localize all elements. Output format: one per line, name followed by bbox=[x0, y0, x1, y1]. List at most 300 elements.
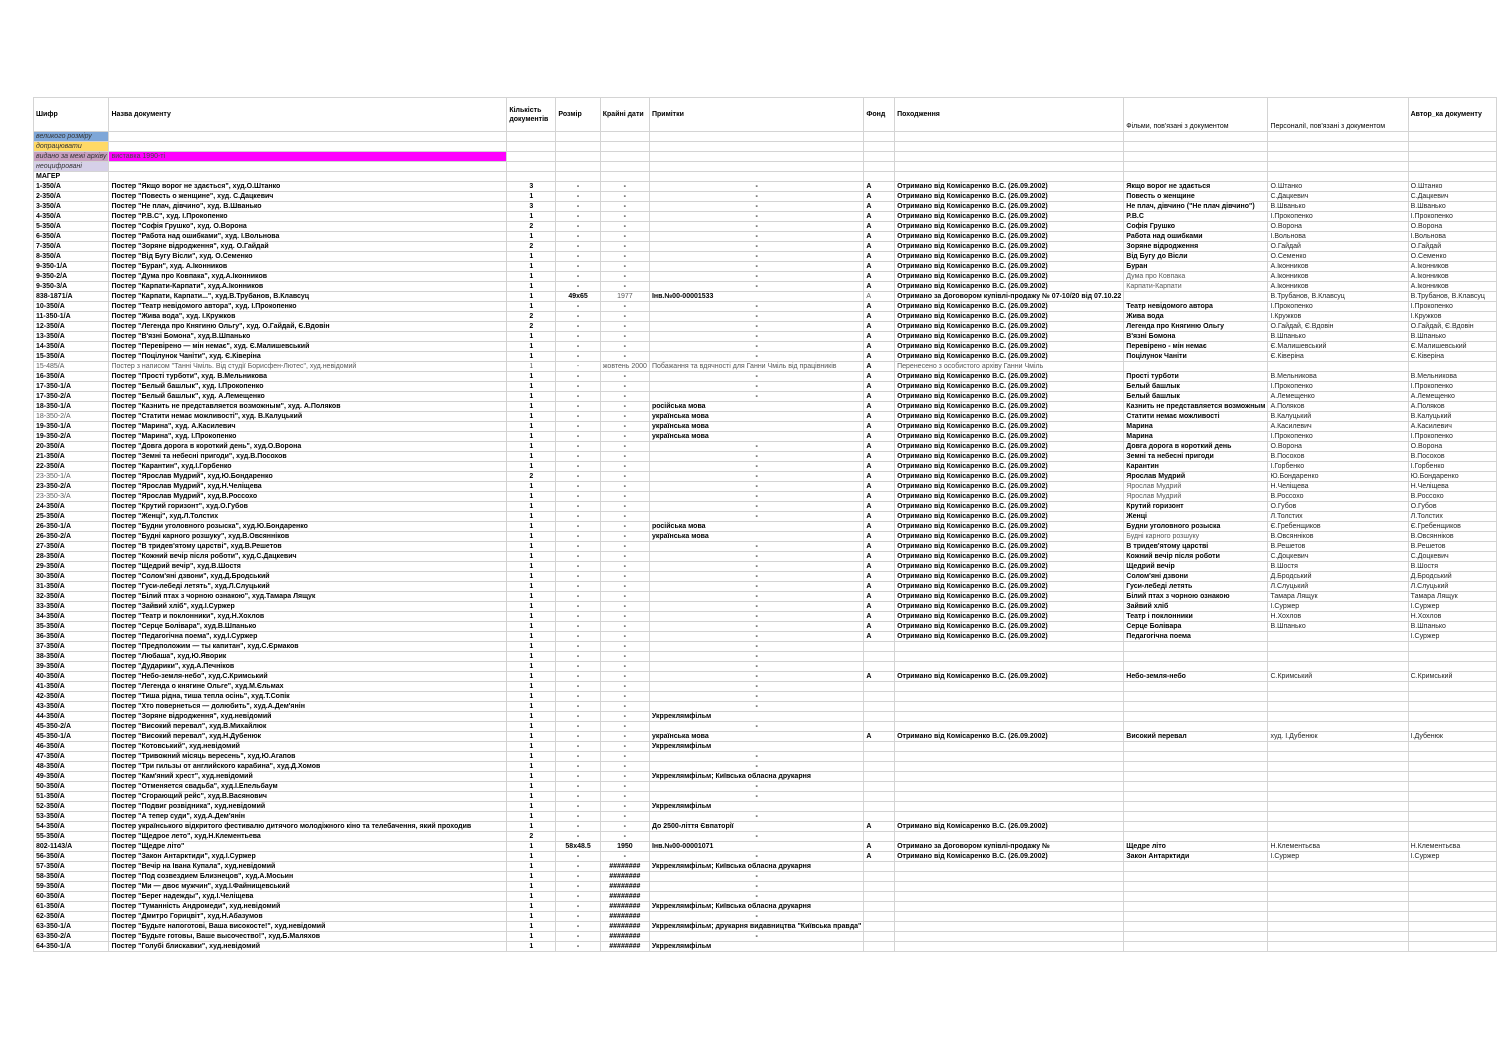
cell-quantity[interactable]: 1 bbox=[507, 842, 556, 852]
cell-code[interactable]: 39-350/А bbox=[34, 662, 109, 672]
cell-persons[interactable] bbox=[1268, 872, 1408, 882]
cell-films[interactable] bbox=[1124, 292, 1268, 302]
cell-code[interactable]: 40-350/А bbox=[34, 672, 109, 682]
cell-fond[interactable]: А bbox=[864, 582, 895, 592]
cell-code[interactable]: 16-350/А bbox=[34, 372, 109, 382]
table-row[interactable] bbox=[34, 582, 1497, 592]
cell-films[interactable] bbox=[1124, 942, 1268, 952]
empty-cell[interactable] bbox=[600, 142, 649, 152]
cell-origin[interactable]: Отримано від Комісаренко В.С. (26.09.2002) bbox=[895, 512, 1124, 522]
cell-size[interactable]: - bbox=[556, 502, 600, 512]
cell-persons[interactable]: В.Шпанько bbox=[1268, 332, 1408, 342]
cell-notes[interactable]: - bbox=[649, 722, 863, 732]
table-row[interactable] bbox=[34, 882, 1497, 892]
cell-title[interactable]: Постер "Небо-земля-небо", худ.С.Кримський bbox=[109, 672, 507, 682]
cell-title[interactable]: Постер "Туманність Андромеди", худ.невідомий bbox=[109, 902, 507, 912]
cell-code[interactable]: 63-350-2/А bbox=[34, 932, 109, 942]
cell-size[interactable]: - bbox=[556, 932, 600, 942]
cell-persons[interactable]: В.Овсянніков bbox=[1268, 532, 1408, 542]
table-row[interactable] bbox=[34, 242, 1497, 252]
empty-cell[interactable] bbox=[864, 172, 895, 182]
cell-fond[interactable]: А bbox=[864, 202, 895, 212]
cell-quantity[interactable]: 1 bbox=[507, 372, 556, 382]
cell-fond[interactable] bbox=[864, 832, 895, 842]
col-header-title[interactable]: Назва документу bbox=[109, 98, 507, 132]
cell-films[interactable]: Зоряне відродження bbox=[1124, 242, 1268, 252]
cell-dates[interactable]: 1977 bbox=[600, 292, 649, 302]
cell-films[interactable] bbox=[1124, 652, 1268, 662]
cell-code[interactable]: 15-485/А bbox=[34, 362, 109, 372]
cell-author[interactable]: В.Решетов bbox=[1408, 542, 1496, 552]
cell-persons[interactable]: С.Кримський bbox=[1268, 672, 1408, 682]
cell-author[interactable]: І.Прокопенко bbox=[1408, 302, 1496, 312]
cell-persons[interactable]: І.Прокопенко bbox=[1268, 382, 1408, 392]
cell-size[interactable]: - bbox=[556, 182, 600, 192]
cell-persons[interactable] bbox=[1268, 792, 1408, 802]
table-row[interactable] bbox=[34, 822, 1497, 832]
cell-title[interactable]: Постер "Будни уголовного розыска", худ.Ю.Бондаренко bbox=[109, 522, 507, 532]
cell-author[interactable]: О.Семенко bbox=[1408, 252, 1496, 262]
cell-quantity[interactable]: 1 bbox=[507, 532, 556, 542]
cell-quantity[interactable]: 1 bbox=[507, 622, 556, 632]
cell-code[interactable]: 26-350-2/А bbox=[34, 532, 109, 542]
cell-quantity[interactable]: 1 bbox=[507, 892, 556, 902]
empty-cell[interactable] bbox=[864, 132, 895, 142]
cell-notes[interactable]: українська мова bbox=[649, 732, 863, 742]
cell-films[interactable]: Ярослав Мудрий bbox=[1124, 482, 1268, 492]
cell-author[interactable] bbox=[1408, 922, 1496, 932]
cell-quantity[interactable]: 1 bbox=[507, 412, 556, 422]
cell-code[interactable]: 14-350/А bbox=[34, 342, 109, 352]
cell-title[interactable]: Постер "Под созвездием Близнецов", худ.А.Мосьин bbox=[109, 872, 507, 882]
cell-title[interactable]: Постер українського відкритого фестивалю дитячого молодіжного кіно та телебачення, який проходив bbox=[109, 822, 507, 832]
cell-persons[interactable] bbox=[1268, 822, 1408, 832]
table-row[interactable] bbox=[34, 722, 1497, 732]
cell-dates[interactable]: - bbox=[600, 312, 649, 322]
cell-films[interactable] bbox=[1124, 762, 1268, 772]
cell-author[interactable]: В.Россохо bbox=[1408, 492, 1496, 502]
table-row[interactable] bbox=[34, 632, 1497, 642]
cell-persons[interactable]: А.Лемещенко bbox=[1268, 392, 1408, 402]
cell-films[interactable]: Небо-земля-небо bbox=[1124, 672, 1268, 682]
cell-fond[interactable]: А bbox=[864, 532, 895, 542]
cell-dates[interactable]: - bbox=[600, 812, 649, 822]
cell-origin[interactable] bbox=[895, 662, 1124, 672]
cell-author[interactable]: О.Ворона bbox=[1408, 222, 1496, 232]
cell-notes[interactable]: - bbox=[649, 512, 863, 522]
cell-origin[interactable]: Отримано від Комісаренко В.С. (26.09.2002) bbox=[895, 592, 1124, 602]
cell-fond[interactable] bbox=[864, 642, 895, 652]
table-row[interactable] bbox=[34, 932, 1497, 942]
cell-code[interactable]: 22-350/А bbox=[34, 462, 109, 472]
cell-films[interactable] bbox=[1124, 882, 1268, 892]
cell-notes[interactable]: Побажання та вдячності для Ганни Чміль від працівників bbox=[649, 362, 863, 372]
cell-size[interactable]: - bbox=[556, 352, 600, 362]
cell-quantity[interactable]: 1 bbox=[507, 272, 556, 282]
empty-cell[interactable] bbox=[864, 152, 895, 162]
cell-dates[interactable]: - bbox=[600, 722, 649, 732]
cell-notes[interactable]: - bbox=[649, 182, 863, 192]
cell-dates[interactable]: - bbox=[600, 492, 649, 502]
cell-fond[interactable] bbox=[864, 762, 895, 772]
cell-origin[interactable]: Отримано від Комісаренко В.С. (26.09.2002) bbox=[895, 502, 1124, 512]
cell-size[interactable]: - bbox=[556, 282, 600, 292]
cell-fond[interactable]: А bbox=[864, 392, 895, 402]
cell-title[interactable]: Постер "Зайвий хліб", худ.І.Суржер bbox=[109, 602, 507, 612]
cell-fond[interactable] bbox=[864, 912, 895, 922]
cell-fond[interactable] bbox=[864, 802, 895, 812]
cell-author[interactable]: І.Дубенюк bbox=[1408, 732, 1496, 742]
cell-origin[interactable]: Отримано від Комісаренко В.С. (26.09.2002) bbox=[895, 372, 1124, 382]
cell-quantity[interactable]: 1 bbox=[507, 922, 556, 932]
cell-notes[interactable]: - bbox=[649, 572, 863, 582]
cell-origin[interactable]: Отримано від Комісаренко В.С. (26.09.2002) bbox=[895, 542, 1124, 552]
cell-dates[interactable]: - bbox=[600, 542, 649, 552]
cell-title[interactable]: Постер "Жива вода", худ. І.Кружков bbox=[109, 312, 507, 322]
cell-title[interactable]: Постер "Поцілунок Чаніти", худ. Є.Ківеріна bbox=[109, 352, 507, 362]
table-row[interactable] bbox=[34, 662, 1497, 672]
cell-quantity[interactable]: 1 bbox=[507, 422, 556, 432]
empty-cell[interactable] bbox=[895, 132, 1124, 142]
cell-origin[interactable]: Отримано від Комісаренко В.С. (26.09.2002) bbox=[895, 442, 1124, 452]
cell-films[interactable]: В'язні Бомона bbox=[1124, 332, 1268, 342]
cell-size[interactable]: - bbox=[556, 732, 600, 742]
cell-quantity[interactable]: 1 bbox=[507, 192, 556, 202]
cell-dates[interactable]: - bbox=[600, 532, 649, 542]
cell-notes[interactable]: - bbox=[649, 392, 863, 402]
cell-title[interactable]: Постер "Карпати-Карпати", худ.А.Іконников bbox=[109, 282, 507, 292]
cell-size[interactable]: - bbox=[556, 272, 600, 282]
cell-quantity[interactable]: 1 bbox=[507, 292, 556, 302]
cell-title[interactable]: Постер "Карантин", худ.І.Горбенко bbox=[109, 462, 507, 472]
cell-code[interactable]: 19-350-1/А bbox=[34, 422, 109, 432]
cell-author[interactable]: С.Кримський bbox=[1408, 672, 1496, 682]
cell-films[interactable]: Будни уголовного розыска bbox=[1124, 522, 1268, 532]
cell-quantity[interactable]: 1 bbox=[507, 632, 556, 642]
cell-origin[interactable] bbox=[895, 742, 1124, 752]
cell-persons[interactable] bbox=[1268, 932, 1408, 942]
cell-origin[interactable]: Отримано за Договором купівлі-продажу № 07-10/20 від 07.10.22 bbox=[895, 292, 1124, 302]
cell-size[interactable]: - bbox=[556, 832, 600, 842]
cell-origin[interactable] bbox=[895, 832, 1124, 842]
cell-code[interactable]: 9-350-1/А bbox=[34, 262, 109, 272]
cell-dates[interactable]: ######## bbox=[600, 932, 649, 942]
cell-title[interactable]: Постер "Зоряне відродження", худ. О.Гайдай bbox=[109, 242, 507, 252]
cell-code[interactable]: 34-350/А bbox=[34, 612, 109, 622]
cell-persons[interactable]: О.Ворона bbox=[1268, 442, 1408, 452]
cell-persons[interactable] bbox=[1268, 892, 1408, 902]
cell-size[interactable]: - bbox=[556, 672, 600, 682]
cell-quantity[interactable]: 1 bbox=[507, 812, 556, 822]
cell-code[interactable]: 15-350/А bbox=[34, 352, 109, 362]
cell-quantity[interactable]: 1 bbox=[507, 882, 556, 892]
cell-persons[interactable]: Є.Ківеріна bbox=[1268, 352, 1408, 362]
cell-origin[interactable]: Отримано від Комісаренко В.С. (26.09.2002) bbox=[895, 422, 1124, 432]
table-row[interactable] bbox=[34, 772, 1497, 782]
cell-notes[interactable]: Укрреклямфільм; Київська обласна друкарня bbox=[649, 902, 863, 912]
cell-persons[interactable]: А.Іконников bbox=[1268, 272, 1408, 282]
cell-author[interactable] bbox=[1408, 752, 1496, 762]
table-row[interactable] bbox=[34, 202, 1497, 212]
cell-dates[interactable]: ######## bbox=[600, 872, 649, 882]
cell-author[interactable] bbox=[1408, 872, 1496, 882]
cell-quantity[interactable]: 2 bbox=[507, 222, 556, 232]
cell-title[interactable]: Постер "Статити немає можливості", худ. В.Калуцький bbox=[109, 412, 507, 422]
cell-quantity[interactable]: 1 bbox=[507, 252, 556, 262]
cell-fond[interactable] bbox=[864, 652, 895, 662]
cell-dates[interactable]: - bbox=[600, 252, 649, 262]
cell-films[interactable] bbox=[1124, 932, 1268, 942]
cell-fond[interactable]: А bbox=[864, 502, 895, 512]
cell-dates[interactable]: - bbox=[600, 322, 649, 332]
cell-code[interactable]: 7-350/А bbox=[34, 242, 109, 252]
cell-origin[interactable]: Отримано від Комісаренко В.С. (26.09.2002) bbox=[895, 252, 1124, 262]
cell-author[interactable] bbox=[1408, 812, 1496, 822]
table-row[interactable] bbox=[34, 222, 1497, 232]
cell-code[interactable]: 17-350-2/А bbox=[34, 392, 109, 402]
cell-author[interactable]: О.Ворона bbox=[1408, 442, 1496, 452]
cell-origin[interactable]: Отримано від Комісаренко В.С. (26.09.2002) bbox=[895, 382, 1124, 392]
cell-quantity[interactable]: 1 bbox=[507, 932, 556, 942]
cell-code[interactable]: 42-350/А bbox=[34, 692, 109, 702]
cell-persons[interactable]: О.Семенко bbox=[1268, 252, 1408, 262]
empty-cell[interactable] bbox=[507, 132, 556, 142]
cell-persons[interactable]: В.Трубанов, В.Клавсуц bbox=[1268, 292, 1408, 302]
cell-dates[interactable]: - bbox=[600, 612, 649, 622]
empty-cell[interactable] bbox=[864, 142, 895, 152]
cell-quantity[interactable]: 1 bbox=[507, 702, 556, 712]
cell-author[interactable] bbox=[1408, 832, 1496, 842]
cell-fond[interactable]: А bbox=[864, 612, 895, 622]
cell-notes[interactable]: - bbox=[649, 542, 863, 552]
col-header-origin[interactable]: Походження bbox=[895, 98, 1124, 132]
cell-origin[interactable]: Отримано від Комісаренко В.С. (26.09.2002) bbox=[895, 562, 1124, 572]
cell-author[interactable] bbox=[1408, 912, 1496, 922]
cell-title[interactable]: Постер "Легенда про Княгиню Ольгу", худ. О.Гайдай, Є.Вдовін bbox=[109, 322, 507, 332]
cell-notes[interactable]: українська мова bbox=[649, 532, 863, 542]
cell-dates[interactable]: - bbox=[600, 572, 649, 582]
cell-fond[interactable] bbox=[864, 682, 895, 692]
cell-films[interactable] bbox=[1124, 782, 1268, 792]
cell-films[interactable]: Карпати-Карпати bbox=[1124, 282, 1268, 292]
cell-dates[interactable]: - bbox=[600, 502, 649, 512]
cell-title[interactable]: Постер "В'язні Бомона", худ.В.Шпанько bbox=[109, 332, 507, 342]
cell-persons[interactable] bbox=[1268, 362, 1408, 372]
cell-origin[interactable] bbox=[895, 652, 1124, 662]
cell-size[interactable]: - bbox=[556, 662, 600, 672]
cell-quantity[interactable]: 1 bbox=[507, 392, 556, 402]
cell-title[interactable]: Постер "Марина", худ. І.Прокопенко bbox=[109, 432, 507, 442]
cell-origin[interactable]: Отримано від Комісаренко В.С. (26.09.2002) bbox=[895, 462, 1124, 472]
cell-quantity[interactable]: 1 bbox=[507, 492, 556, 502]
cell-title[interactable]: Постер "Вечір на Івана Купала", худ.невідомий bbox=[109, 862, 507, 872]
cell-code[interactable]: 31-350/А bbox=[34, 582, 109, 592]
cell-size[interactable]: - bbox=[556, 702, 600, 712]
cell-quantity[interactable]: 1 bbox=[507, 742, 556, 752]
cell-author[interactable]: С.Доцкевич bbox=[1408, 552, 1496, 562]
cell-notes[interactable]: - bbox=[649, 612, 863, 622]
cell-size[interactable]: - bbox=[556, 742, 600, 752]
cell-code[interactable]: 12-350/А bbox=[34, 322, 109, 332]
cell-code[interactable]: 56-350/А bbox=[34, 852, 109, 862]
cell-notes[interactable]: - bbox=[649, 282, 863, 292]
cell-quantity[interactable]: 1 bbox=[507, 672, 556, 682]
cell-films[interactable]: Театр невідомого автора bbox=[1124, 302, 1268, 312]
cell-quantity[interactable]: 1 bbox=[507, 792, 556, 802]
cell-notes[interactable]: українська мова bbox=[649, 412, 863, 422]
cell-author[interactable]: О.Штанко bbox=[1408, 182, 1496, 192]
cell-fond[interactable]: А bbox=[864, 562, 895, 572]
cell-origin[interactable] bbox=[895, 902, 1124, 912]
cell-films[interactable]: Якщо ворог не здається bbox=[1124, 182, 1268, 192]
cell-author[interactable]: А.Іконников bbox=[1408, 282, 1496, 292]
cell-code[interactable]: 52-350/А bbox=[34, 802, 109, 812]
cell-author[interactable]: В.Шпанько bbox=[1408, 622, 1496, 632]
cell-author[interactable] bbox=[1408, 742, 1496, 752]
cell-code[interactable]: 2-350/А bbox=[34, 192, 109, 202]
table-row[interactable] bbox=[34, 762, 1497, 772]
cell-persons[interactable] bbox=[1268, 642, 1408, 652]
cell-films[interactable]: Гуси-лебеді летять bbox=[1124, 582, 1268, 592]
table-row[interactable] bbox=[34, 542, 1497, 552]
cell-notes[interactable]: - bbox=[649, 262, 863, 272]
cell-quantity[interactable]: 1 bbox=[507, 652, 556, 662]
cell-size[interactable]: - bbox=[556, 812, 600, 822]
cell-origin[interactable]: Отримано від Комісаренко В.С. (26.09.2002) bbox=[895, 732, 1124, 742]
cell-size[interactable]: - bbox=[556, 222, 600, 232]
cell-notes[interactable]: - bbox=[649, 342, 863, 352]
cell-size[interactable]: - bbox=[556, 482, 600, 492]
cell-films[interactable] bbox=[1124, 772, 1268, 782]
cell-size[interactable]: - bbox=[556, 652, 600, 662]
cell-fond[interactable] bbox=[864, 862, 895, 872]
cell-size[interactable]: - bbox=[556, 682, 600, 692]
cell-size[interactable]: - bbox=[556, 902, 600, 912]
cell-fond[interactable] bbox=[864, 702, 895, 712]
cell-code[interactable]: 47-350/А bbox=[34, 752, 109, 762]
cell-films[interactable]: Довга дорога в короткий день bbox=[1124, 442, 1268, 452]
cell-films[interactable] bbox=[1124, 702, 1268, 712]
empty-cell[interactable] bbox=[507, 172, 556, 182]
cell-origin[interactable]: Отримано від Комісаренко В.С. (26.09.2002) bbox=[895, 282, 1124, 292]
cell-quantity[interactable]: 1 bbox=[507, 662, 556, 672]
cell-code[interactable]: 8-350/А bbox=[34, 252, 109, 262]
empty-cell[interactable] bbox=[649, 162, 863, 172]
cell-size[interactable]: - bbox=[556, 712, 600, 722]
cell-origin[interactable] bbox=[895, 752, 1124, 762]
cell-quantity[interactable]: 1 bbox=[507, 772, 556, 782]
cell-author[interactable]: А.Касилевич bbox=[1408, 422, 1496, 432]
cell-films[interactable] bbox=[1124, 682, 1268, 692]
col-header-notes[interactable]: Примітки bbox=[649, 98, 863, 132]
cell-quantity[interactable]: 1 bbox=[507, 232, 556, 242]
cell-persons[interactable] bbox=[1268, 802, 1408, 812]
table-row[interactable] bbox=[34, 212, 1497, 222]
cell-code[interactable]: 11-350-1/А bbox=[34, 312, 109, 322]
cell-origin[interactable]: Отримано від Комісаренко В.С. (26.09.2002) bbox=[895, 332, 1124, 342]
empty-cell[interactable] bbox=[1268, 162, 1408, 172]
cell-quantity[interactable]: 1 bbox=[507, 402, 556, 412]
cell-title[interactable]: Постер "Будні карного розшуку", худ.В.Овсянніков bbox=[109, 532, 507, 542]
cell-quantity[interactable]: 1 bbox=[507, 852, 556, 862]
cell-author[interactable]: І.Прокопенко bbox=[1408, 432, 1496, 442]
cell-origin[interactable] bbox=[895, 802, 1124, 812]
cell-size[interactable]: - bbox=[556, 362, 600, 372]
cell-notes[interactable]: російська мова bbox=[649, 402, 863, 412]
cell-quantity[interactable]: 1 bbox=[507, 752, 556, 762]
cell-fond[interactable] bbox=[864, 942, 895, 952]
cell-notes[interactable]: - bbox=[649, 562, 863, 572]
cell-persons[interactable]: А.Касилевич bbox=[1268, 422, 1408, 432]
cell-notes[interactable]: - bbox=[649, 442, 863, 452]
table-row[interactable] bbox=[34, 412, 1497, 422]
table-row[interactable] bbox=[34, 652, 1497, 662]
cell-size[interactable]: - bbox=[556, 822, 600, 832]
cell-author[interactable]: А.Іконников bbox=[1408, 272, 1496, 282]
cell-size[interactable]: - bbox=[556, 802, 600, 812]
cell-title[interactable]: Постер "Ми — двоє мужчин", худ.І.Файнищевський bbox=[109, 882, 507, 892]
cell-origin[interactable]: Отримано від Комісаренко В.С. (26.09.2002) bbox=[895, 672, 1124, 682]
cell-fond[interactable]: А bbox=[864, 402, 895, 412]
cell-code[interactable]: 9-350-2/А bbox=[34, 272, 109, 282]
table-row[interactable] bbox=[34, 612, 1497, 622]
cell-persons[interactable] bbox=[1268, 692, 1408, 702]
cell-quantity[interactable]: 1 bbox=[507, 382, 556, 392]
cell-fond[interactable]: А bbox=[864, 232, 895, 242]
table-row[interactable] bbox=[34, 552, 1497, 562]
empty-cell[interactable] bbox=[1408, 132, 1496, 142]
cell-films[interactable] bbox=[1124, 642, 1268, 652]
cell-title[interactable]: Постер "Сгорающий рейс", худ.В.Васянович bbox=[109, 792, 507, 802]
cell-dates[interactable]: - bbox=[600, 412, 649, 422]
table-row[interactable] bbox=[34, 622, 1497, 632]
cell-films[interactable] bbox=[1124, 872, 1268, 882]
empty-cell[interactable] bbox=[649, 132, 863, 142]
cell-dates[interactable]: - bbox=[600, 442, 649, 452]
table-row[interactable] bbox=[34, 432, 1497, 442]
cell-dates[interactable]: - bbox=[600, 372, 649, 382]
empty-cell[interactable] bbox=[556, 162, 600, 172]
cell-persons[interactable] bbox=[1268, 882, 1408, 892]
cell-code[interactable]: 61-350/А bbox=[34, 902, 109, 912]
cell-films[interactable] bbox=[1124, 902, 1268, 912]
cell-author[interactable] bbox=[1408, 822, 1496, 832]
cell-persons[interactable] bbox=[1268, 702, 1408, 712]
cell-author[interactable] bbox=[1408, 702, 1496, 712]
cell-title[interactable]: Постер "Марина", худ. А.Касилевич bbox=[109, 422, 507, 432]
cell-code[interactable]: 5-350/А bbox=[34, 222, 109, 232]
cell-films[interactable] bbox=[1124, 742, 1268, 752]
cell-origin[interactable] bbox=[895, 682, 1124, 692]
table-row[interactable] bbox=[34, 182, 1497, 192]
cell-code[interactable]: 35-350/А bbox=[34, 622, 109, 632]
cell-origin[interactable]: Отримано від Комісаренко В.С. (26.09.2002) bbox=[895, 612, 1124, 622]
col-header-persons[interactable]: Персоналії, пов'язані з документом bbox=[1268, 98, 1408, 132]
cell-notes[interactable]: - bbox=[649, 752, 863, 762]
cell-fond[interactable]: А bbox=[864, 342, 895, 352]
table-row[interactable] bbox=[34, 322, 1497, 332]
table-row[interactable] bbox=[34, 802, 1497, 812]
empty-cell[interactable] bbox=[507, 162, 556, 172]
cell-origin[interactable] bbox=[895, 882, 1124, 892]
cell-author[interactable]: Тамара Лящук bbox=[1408, 592, 1496, 602]
cell-title[interactable]: Постер "Софія Грушко", худ. О.Ворона bbox=[109, 222, 507, 232]
cell-fond[interactable]: А bbox=[864, 312, 895, 322]
table-row[interactable] bbox=[34, 302, 1497, 312]
cell-title[interactable]: Постер "Зоряне відродження", худ.невідомий bbox=[109, 712, 507, 722]
cell-code[interactable]: 13-350/А bbox=[34, 332, 109, 342]
empty-cell[interactable] bbox=[556, 172, 600, 182]
